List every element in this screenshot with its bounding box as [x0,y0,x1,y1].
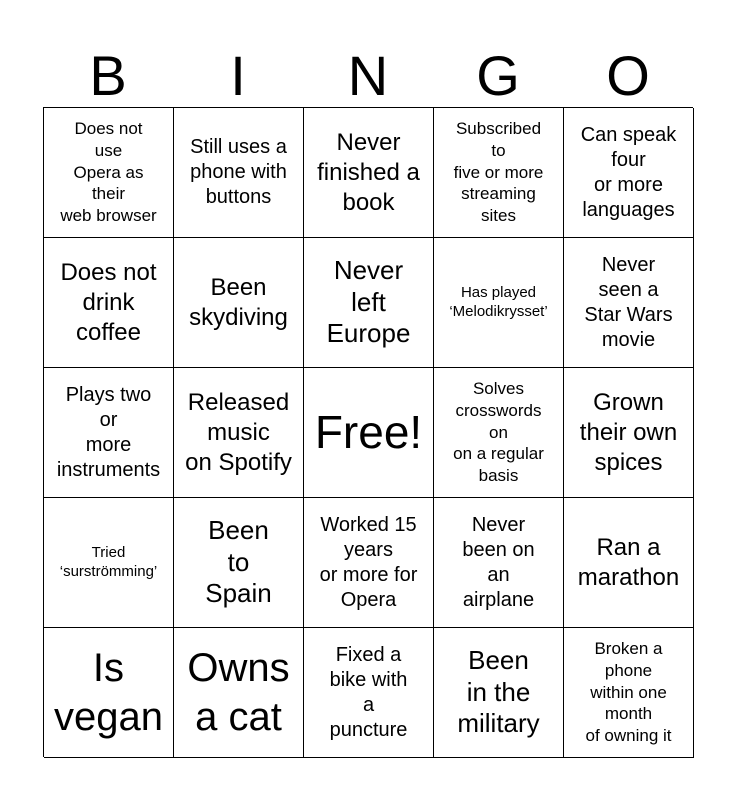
bingo-cell-r5-c3[interactable] [304,628,434,758]
bingo-cell-r3-c1[interactable] [44,368,174,498]
bingo-cell-r5-c2[interactable] [174,628,304,758]
bingo-cell-r4-c1[interactable] [44,498,174,628]
cell-text: Fixed a bike with a puncture [329,643,408,741]
bingo-cell-r2-c4[interactable] [434,238,564,368]
bingo-cell-r4-c3[interactable] [304,498,434,628]
cell-text: Solves crosswords on on a regular basis [453,379,544,486]
bingo-cell-r3-c5[interactable] [564,368,694,498]
cell-text: Does not drink coffee [60,258,157,346]
cell-text: Ran a marathon [577,533,680,591]
bingo-cell-r4-c2[interactable] [174,498,304,628]
bingo-cell-r2-c3[interactable] [304,238,434,368]
header-letter-i: I [230,44,246,107]
cell-text: Never seen a Star Wars movie [584,253,673,351]
bingo-cell-r1-c5[interactable] [564,108,694,238]
cell-text: Plays two or more instruments [56,383,161,481]
bingo-cell-r2-c1[interactable] [44,238,174,368]
bingo-cell-r4-c4[interactable] [434,498,564,628]
cell-text: Broken a phone within one month of owning it [585,639,672,746]
cell-text: Worked 15 years or more for Opera [319,513,418,611]
cell-text: Released music on Spotify [185,388,292,476]
bingo-cell-r3-c2[interactable] [174,368,304,498]
bingo-cell-r2-c5[interactable] [564,238,694,368]
bingo-board [43,107,693,757]
cell-text: Owns a cat [187,645,290,739]
cell-text: Tried ‘surströmming’ [59,543,158,580]
cell-text: Grown their own spices [579,388,678,476]
bingo-cell-r2-c2[interactable] [174,238,304,368]
cell-text: Has played ‘Melodikrysset’ [449,283,548,320]
bingo-cell-r5-c5[interactable] [564,628,694,758]
cell-text: Never left Europe [326,254,411,349]
bingo-cell-r3-c4[interactable] [434,368,564,498]
cell-text: Been in the military [457,644,540,739]
header-letter-o: O [606,44,650,107]
cell-text: Can speak four or more languages [580,123,677,221]
bingo-cell-r1-c4[interactable] [434,108,564,238]
bingo-cell-r4-c5[interactable] [564,498,694,628]
header-letter-b: B [89,44,127,107]
cell-text: Still uses a phone with buttons [190,136,287,208]
bingo-cell-r1-c1[interactable] [44,108,174,238]
cell-text: Never been on an airplane [462,513,535,611]
bingo-cell-r1-c2[interactable] [174,108,304,238]
bingo-cell-r5-c4[interactable] [434,628,564,758]
bingo-cell-r3-c3[interactable] [304,368,434,498]
cell-text: Does not use Opera as their web browser [60,119,157,226]
cell-text: Been to Spain [205,514,272,609]
cell-text: Subscribed to five or more streaming sites [453,119,544,226]
bingo-cell-r1-c3[interactable] [304,108,434,238]
bingo-cell-r5-c1[interactable] [44,628,174,758]
cell-text: Been skydiving [189,273,288,331]
header-letter-n: N [347,44,389,107]
free-space: Free! [314,406,423,459]
header-letter-g: G [476,44,520,107]
cell-text: Never finished a book [317,128,420,216]
bingo-header [43,44,693,108]
cell-text: Is vegan [54,645,163,739]
